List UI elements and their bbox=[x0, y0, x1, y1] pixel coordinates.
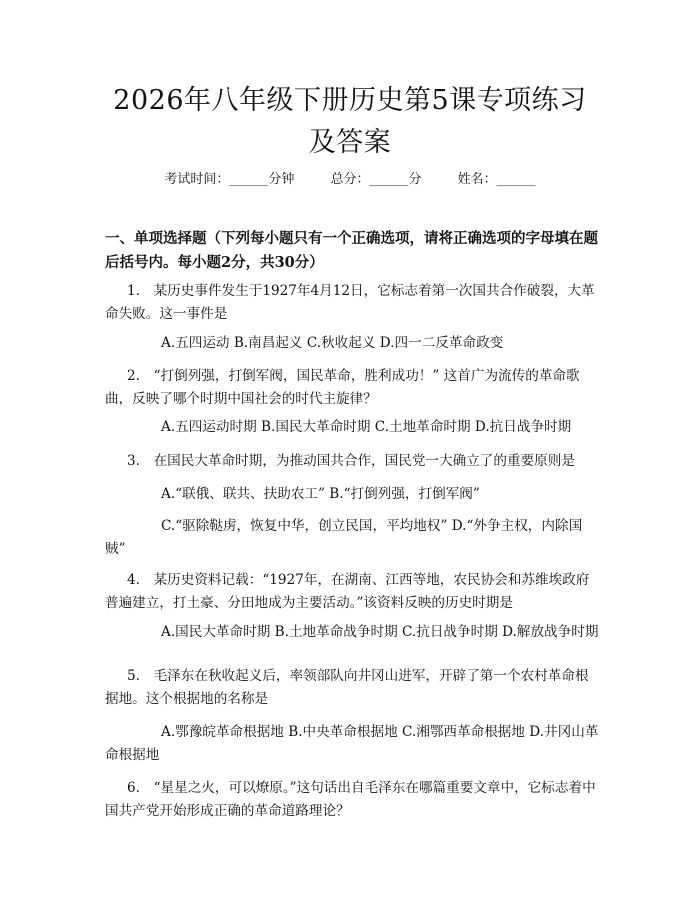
question-4-options: A.国民大革命时期 B.土地革命战争时期 C.抗日战争时期 D.解放战争时期 bbox=[161, 624, 599, 640]
exam-time: 考试时间：______分钟 bbox=[164, 172, 295, 187]
question-5-options: A.鄂豫皖革命根据地 B.中央革命根据地 C.湘鄂西革命根据地 D.井冈山革命根据地 bbox=[105, 724, 599, 763]
question-4: 4. 某历史资料记载：“1927年，在湖南、江西等地，农民协会和苏维埃政府普遍建立，打土豪、分田地成为主要活动。”该资料反映的历史时期是 bbox=[105, 572, 590, 611]
exam-name: 姓名：______ bbox=[457, 172, 536, 187]
question-1: 1. 某历史事件发生于1927年4月12日，它标志着第一次国共合作破裂，大革命失败。这一事件是 bbox=[105, 283, 595, 322]
exam-score: 总分：______分 bbox=[330, 172, 422, 187]
question-3-options-ab: A.“联俄、联共、扶助农工” B.“打倒列强，打倒军阀” bbox=[161, 486, 480, 502]
question-6: 6. “星星之火，可以燎原。”这句话出自毛泽东在哪篇重要文章中，它标志着中国共产党开始形成正确的革命道路理论？ bbox=[105, 780, 596, 819]
section-heading: 一、单项选择题（下列每小题只有一个正确选项，请将正确选项的字母填在题后括号内。每小题2分，共30分） bbox=[105, 230, 598, 271]
question-1-options: A.五四运动 B.南昌起义 C.秋收起义 D.四一二反革命政变 bbox=[161, 335, 504, 351]
question-2-options: A.五四运动时期 B.国民大革命时期 C.土地革命时期 D.抗日战争时期 bbox=[161, 419, 572, 435]
exam-meta bbox=[0, 168, 700, 187]
page-title: 2026年八年级下册历史第5课专项练习及答案 bbox=[113, 85, 587, 158]
question-5: 5. 毛泽东在秋收起义后，率领部队向井冈山进军，开辟了第一个农村革命根据地。这个根据地的名称是 bbox=[105, 668, 589, 707]
question-3-options-cd: C.“驱除鞑虏，恢复中华，创立民国，平均地权” D.“外争主权，内除国贼” bbox=[105, 518, 583, 557]
question-3: 3. 在国民大革命时期，为推动国共合作，国民党一大确立了的重要原则是 bbox=[127, 453, 575, 469]
question-2: 2. “打倒列强，打倒军阀，国民革命，胜利成功！” 这首广为流传的革命歌曲，反映了哪个时期中国社会的时代主旋律？ bbox=[105, 368, 580, 407]
